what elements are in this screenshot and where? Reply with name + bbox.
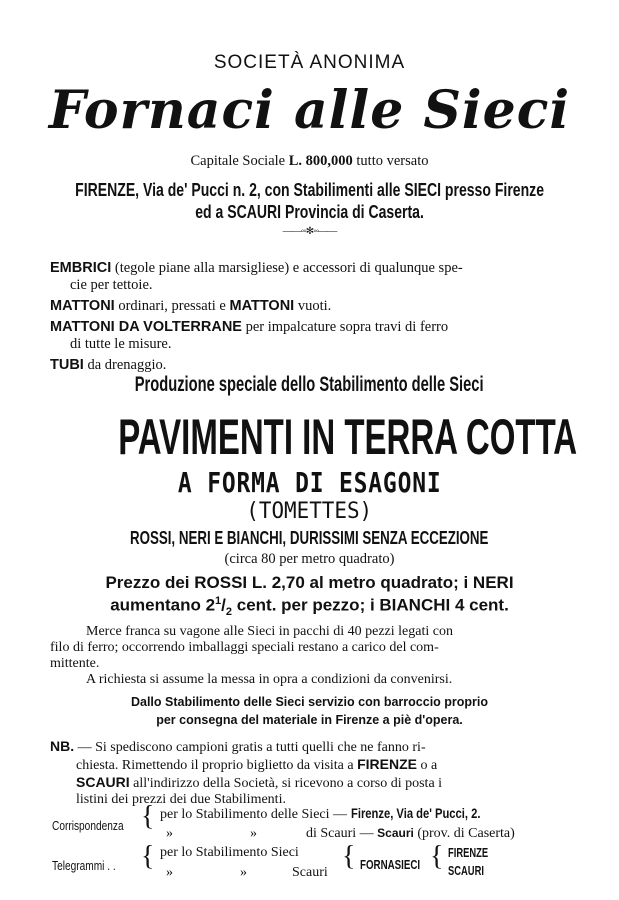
tel-brace: { [141,841,155,872]
terms-block [50,624,555,688]
company-type: SOCIETÀ ANONIMA [213,52,406,73]
tel-brace-3: { [430,841,444,872]
capital-line [0,153,619,170]
tel-name: FORNASIECI [360,857,421,872]
capital-suffix: tutto versato [356,153,429,169]
address-line-2: ed a SCAURI Provincia di Caserta. [195,202,424,222]
nb-block [50,738,558,808]
corr-label: Corrispondenza [52,818,124,833]
capital-prefix: Capitale Sociale [190,153,286,169]
terms-line-1: Merce franca su vagone alle Sieci in pacchi di 40 pezzi legati con [86,624,453,639]
special-heading: Produzione speciale dello Stabilimento delle Sieci [135,373,484,396]
product-item-volterrane-cont: di tutte le misure. [70,336,172,352]
product-item-mattoni: MATTONI ordinari, pressati e MATTONI vuoti. [50,298,332,314]
tel-city-1: FIRENZE [448,846,489,860]
tel-label: Telegrammi . . [52,858,116,873]
tel-line-2: Scauri [292,865,328,880]
nb-line-1: NB. — Si spediscono campioni gratis a tutti quelli che ne fanno ri- [50,738,426,755]
delivery-line-2: per consegna del materiale in Firenze a piè d'opera. [156,713,463,727]
per-metre: (circa 80 per metro quadrato) [224,551,395,567]
product-item-embrici-cont: cie per tettoie. [70,277,153,293]
capital-amount: L. 800,000 [288,153,353,169]
product-list [50,260,560,374]
corr-line-2: di Scauri — Scauri (prov. di Caserta) [306,826,515,841]
colors-line: ROSSI, NERI E BIANCHI, DURISSIMI SENZA ECCEZIONE [130,528,489,548]
tel-line-1: per lo Stabilimento Sieci [160,845,299,860]
tel-brace-2: { [342,841,356,872]
product-item-volterrane: MATTONI DA VOLTERRANE per impalcature sopra travi di ferro [50,319,449,335]
price-line-2: aumentano $2^1/_2$ cent. per pezzo; i BIANCHI 4 cent. [110,595,509,619]
company-name: Fornaci alle Sieci [48,80,571,141]
terms-line-4: A richiesta si assume la messa in opra a condizioni da convenirsi. [86,672,453,687]
corr-brace: { [141,801,155,832]
address-line-1: FIRENZE, Via de' Pucci n. 2, con Stabilimenti alle SIECI presso Firenze [75,180,544,200]
subtitle: A FORMA DI ESAGONI [177,466,442,499]
price-line-1: Prezzo dei ROSSI L. 2,70 al metro quadrato; i NERI [105,573,514,592]
corr-line-1: per lo Stabilimento delle Sieci — Firenze, Via de' Pucci, 2. [160,805,480,822]
nb-line-3: SCAURI all'indirizzo della Società, si ricevono a corso di posta i [76,774,443,791]
delivery-line-1: Dallo Stabilimento delle Sieci servizio con barroccio proprio [130,695,489,709]
nb-line-2: chiesta. Rimettendo il proprio biglietto da visita a FIRENZE o a [76,756,438,773]
ornament-divider: ——◦◦✻◦◦—— [282,226,337,237]
tel-city-2: SCAURI [448,864,484,878]
main-title: PAVIMENTI IN TERRA COTTA [118,409,578,465]
product-item-tubi: TUBI da drenaggio. [50,357,167,373]
terms-line-3: mittente. [50,656,100,671]
product-item-embrici: EMBRICI (tegole piane alla marsigliese) e accessori di qualunque spe- [50,260,463,276]
tomettes-label: (TOMETTES) [246,499,373,524]
nb-line-4: listini dei prezzi dei due Stabilimenti. [76,792,286,807]
terms-line-2: filo di ferro; occorrendo imballaggi speciali restano a carico del com- [50,640,439,655]
